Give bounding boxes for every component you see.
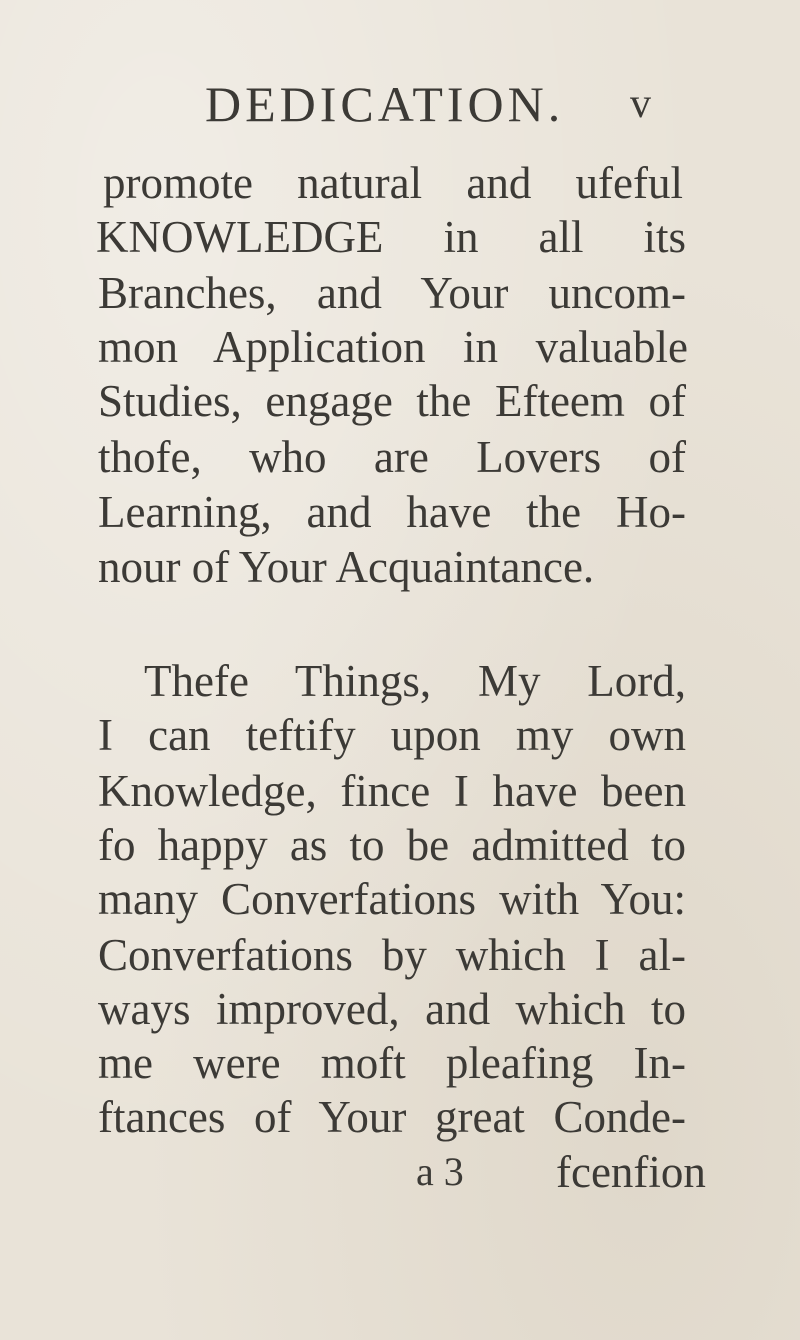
text-line: Branches, and Your uncom- bbox=[98, 268, 686, 318]
text-line: ftances of Your great Conde- bbox=[98, 1092, 686, 1142]
running-title: DEDICATION. bbox=[205, 76, 565, 132]
text-line: nour of Your Acquaintance. bbox=[98, 542, 595, 592]
text-line: Thefe Things, My Lord, bbox=[144, 656, 686, 706]
text-line: Converfations by which I al- bbox=[98, 930, 686, 980]
text-line: mon Application in valuable bbox=[98, 322, 688, 372]
text-line: thofe, who are Lovers of bbox=[98, 432, 686, 482]
text-line: Knowledge, fince I have been bbox=[98, 766, 686, 816]
text-line: Learning, and have the Ho- bbox=[98, 487, 686, 537]
text-line: many Converfations with You: bbox=[98, 874, 686, 924]
text-line: KNOWLEDGE in all its bbox=[96, 212, 686, 262]
signature-mark: a 3 bbox=[416, 1149, 464, 1194]
catchword: fcenfion bbox=[556, 1147, 706, 1197]
text-line: ways improved, and which to bbox=[98, 984, 686, 1034]
text-line: I can teftify upon my own bbox=[98, 710, 686, 760]
page-number: v bbox=[630, 81, 651, 127]
text-line: Studies, engage the Efteem of bbox=[98, 376, 686, 426]
text-line: promote natural and ufeful bbox=[103, 158, 683, 208]
text-line: fo happy as to be admitted to bbox=[98, 820, 686, 870]
text-line: me were moft pleafing In- bbox=[98, 1038, 686, 1088]
